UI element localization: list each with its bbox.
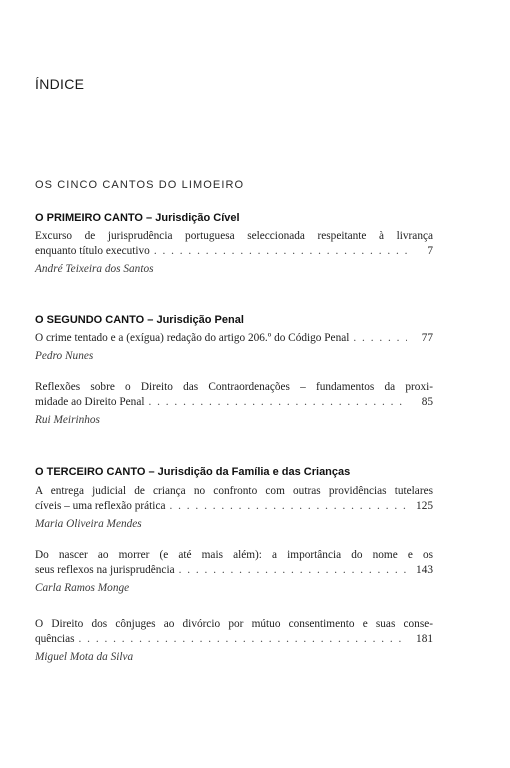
section-heading-primeiro-canto xyxy=(35,212,240,224)
dot-leader xyxy=(148,395,407,410)
entry-title-line: O crime tentado e a (exígua) redação do artigo 206.º do Código Penal xyxy=(35,332,350,344)
entry-title-line: cíveis – uma reflexão prática xyxy=(35,500,166,512)
page-number: 181 xyxy=(416,633,433,645)
entry-author: Carla Ramos Monge xyxy=(35,582,130,594)
toc-entry[interactable] xyxy=(35,331,433,364)
section-dash: – xyxy=(146,212,156,224)
dot-leader xyxy=(169,499,407,514)
section-heading-terceiro-canto xyxy=(35,466,350,478)
dot-leader xyxy=(79,632,407,647)
entry-title-line: enquanto título executivo xyxy=(35,245,150,257)
page-number: 77 xyxy=(421,332,433,344)
section-subtitle: Jurisdição da Família e das Crianças xyxy=(157,466,351,478)
dot-leader xyxy=(353,331,407,346)
section-dash: – xyxy=(148,466,158,478)
dot-leader xyxy=(154,244,407,259)
toc-entry[interactable] xyxy=(35,617,433,665)
page-number: 125 xyxy=(416,500,433,512)
toc-entry[interactable] xyxy=(35,229,433,277)
page-title: ÍNDICE xyxy=(35,76,85,92)
page-number: 143 xyxy=(416,564,433,576)
dot-leader xyxy=(179,563,407,578)
page-number: 85 xyxy=(421,396,433,408)
section-heading-segundo-canto xyxy=(35,314,244,326)
entry-title-line: quências xyxy=(35,633,75,645)
entry-author: André Teixeira dos Santos xyxy=(35,263,154,275)
entry-title-line: Do nascer ao morrer (e até mais além): a importância do nome e os xyxy=(35,549,433,561)
section-subtitle: Jurisdição Penal xyxy=(156,314,244,326)
section-label: O TERCEIRO CANTO xyxy=(35,466,146,478)
book-title: OS CINCO CANTOS DO LIMOEIRO xyxy=(35,179,245,191)
section-label: O PRIMEIRO CANTO xyxy=(35,212,143,224)
entry-author: Maria Oliveira Mendes xyxy=(35,518,142,530)
section-label: O SEGUNDO CANTO xyxy=(35,314,145,326)
entry-title-line: A entrega judicial de criança no confronto com outras providências tutelares xyxy=(35,485,433,497)
entry-title-line: Reflexões sobre o Direito das Contraordenações – fundamentos da proxi- xyxy=(35,381,433,393)
section-dash: – xyxy=(147,314,157,326)
entry-title-line: midade ao Direito Penal xyxy=(35,396,145,408)
page-number: 7 xyxy=(427,245,433,257)
toc-entry[interactable] xyxy=(35,548,433,596)
entry-title-line: Excurso de jurisprudência portuguesa seleccionada respeitante à livrança xyxy=(35,230,433,242)
toc-entry[interactable] xyxy=(35,380,433,428)
toc-entry[interactable] xyxy=(35,484,433,532)
entry-author: Rui Meirinhos xyxy=(35,414,100,426)
entry-title-line: seus reflexos na jurisprudência xyxy=(35,564,175,576)
entry-author: Miguel Mota da Silva xyxy=(35,651,134,663)
entry-title-line: O Direito dos cônjuges ao divórcio por mútuo consentimento e suas conse- xyxy=(35,618,433,630)
entry-author: Pedro Nunes xyxy=(35,350,94,362)
section-subtitle: Jurisdição Cível xyxy=(155,212,240,224)
